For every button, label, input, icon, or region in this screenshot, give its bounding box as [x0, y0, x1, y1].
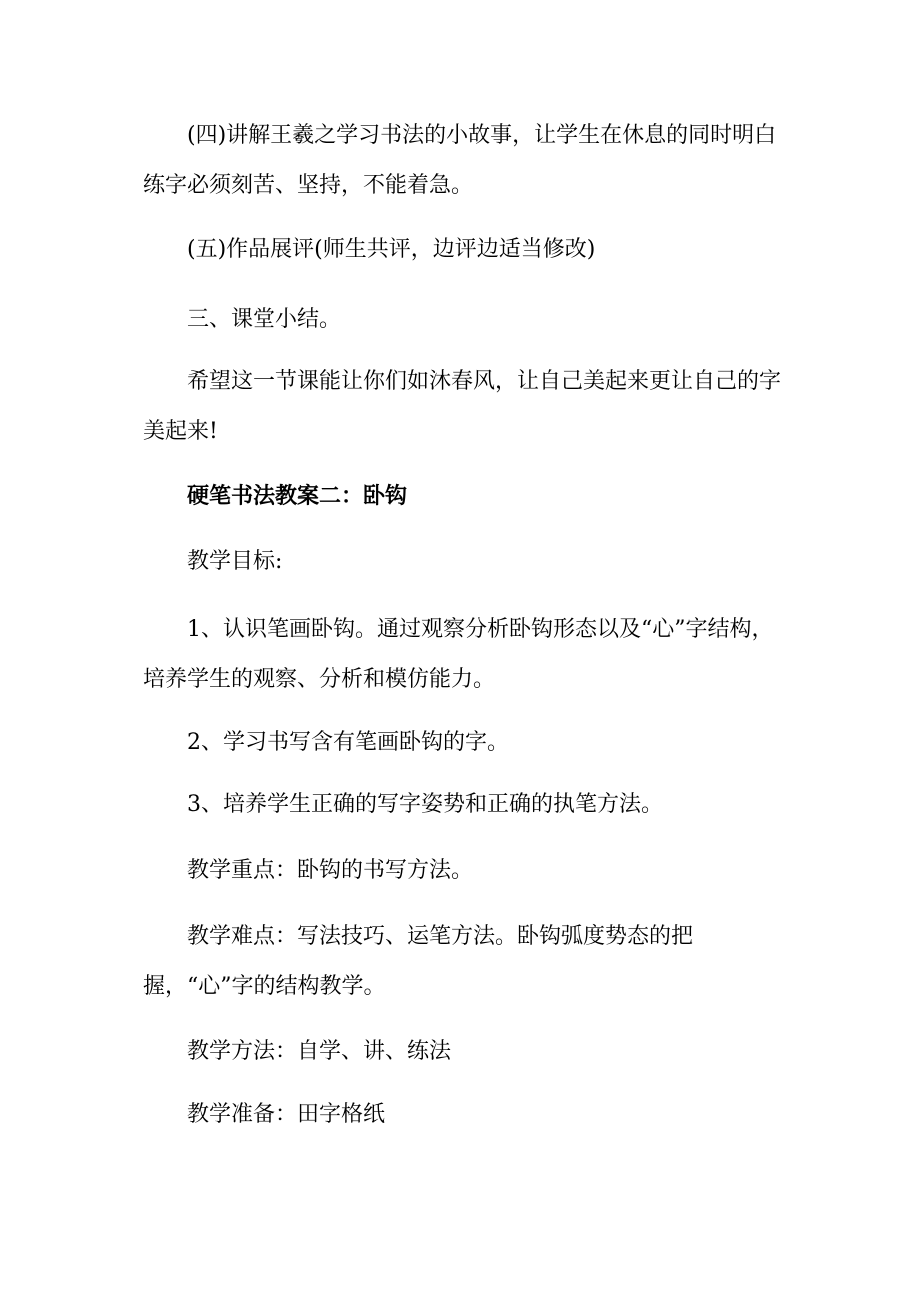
paragraph-method: 教学方法：自学、讲、练法 — [187, 1039, 452, 1064]
paragraph-story: (四)讲解王羲之学习书法的小故事，让学生在休息的同时明白练字必须刻苦、坚持，不能着急。 — [143, 123, 777, 198]
paragraph-objective-1: 1、认识笔画卧钩。通过观察分析卧钩形态以及“心”字结构，培养学生的观察、分析和模仿能力。 — [143, 617, 774, 692]
paragraph-objectives-label: 教学目标: — [187, 549, 283, 574]
paragraph-summary: 三、课堂小结。 — [187, 307, 342, 332]
paragraph-key-point: 教学重点：卧钩的书写方法。 — [187, 858, 474, 883]
section-heading: 硬笔书法教案二：卧钩 — [187, 483, 408, 509]
paragraph-objective-2: 2、学习书写含有笔画卧钩的字。 — [187, 730, 509, 755]
paragraph-closing: 希望这一节课能让你们如沐春风，让自己美起来更让自己的字美起来! — [143, 369, 782, 444]
paragraph-difficulty: 教学难点：写法技巧、运笔方法。卧钩弧度势态的把握，“心”字的结构教学。 — [143, 924, 694, 999]
paragraph-objective-3: 3、培养学生正确的写字姿势和正确的执笔方法。 — [187, 792, 663, 817]
paragraph-exhibition: (五)作品展评(师生共评，边评边适当修改) — [187, 237, 596, 262]
paragraph-preparation: 教学准备：田字格纸 — [187, 1102, 386, 1127]
